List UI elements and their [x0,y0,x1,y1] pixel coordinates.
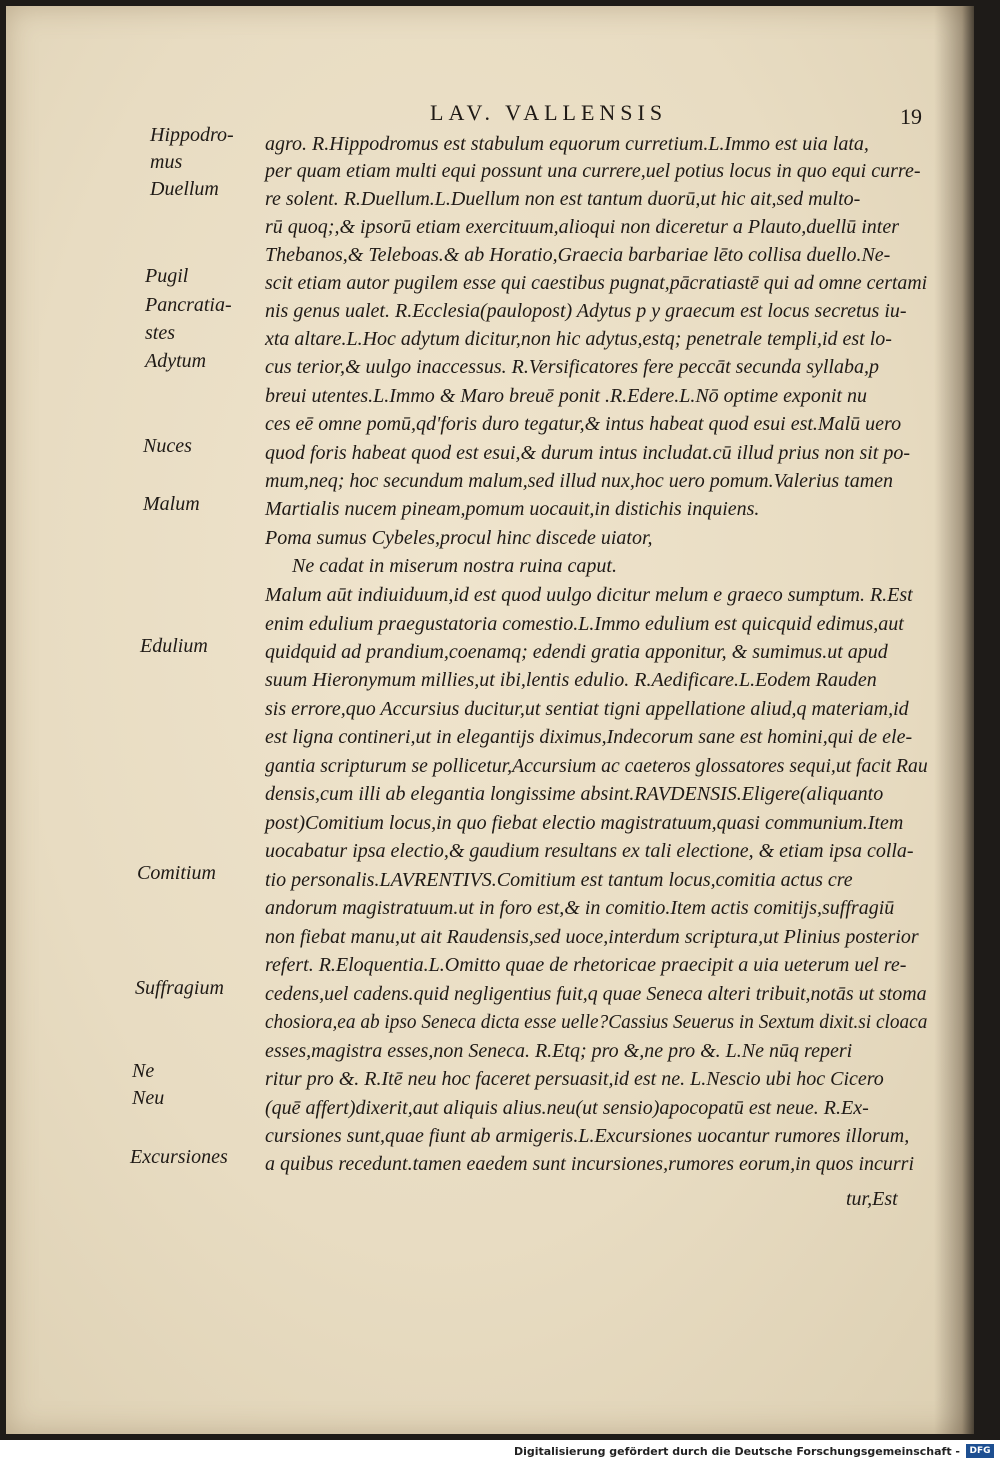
text-line: Thebanos,& Teleboas.& ab Horatio,Graecia barbariae lēto collisa duello.Ne- [265,244,891,266]
marginal-note: mus [150,151,183,173]
text-line: re solent. R.Duellum.L.Duellum non est tantum duorū,ut hic ait,sed multo- [265,188,861,210]
text-line: esses,magistra esses,non Seneca. R.Etq; pro &,ne pro &. L.Ne nūq reperi [265,1040,853,1062]
text-line: Malum aūt indiuiduum,id est quod uulgo dicitur melum e graeco sumptum. R.Est [265,584,913,606]
text-line: rū quoq;,& ipsorū etiam exercituum,alioqui non diceretur a Plauto,duellū inter [265,216,899,238]
marginal-note: Neu [132,1087,165,1109]
text-line: per quam etiam multi equi possunt una currere,uel potius locus in quo equi curre- [265,160,921,182]
text-line: densis,cum illi ab elegantia longissime absint.RAVDENSIS.Eligere(aliquanto [265,783,884,805]
marginal-note: Edulium [140,635,208,657]
marginal-note: Excursiones [130,1146,228,1168]
text-line: quidquid ad prandium,coenamq; edendi gratia apponitur, & sumimus.ut apud [265,641,888,663]
catchword: tur,Est [846,1188,898,1210]
text-line: suum Hieronymum millies,ut ibi,lentis edulio. R.Aedificare.L.Eodem Rauden [265,669,877,691]
text-line: xta altare.L.Hoc adytum dicitur,non hic adytus,estq; penetrale templi,id est lo- [265,328,892,350]
text-line: tio personalis.LAVRENTIVS.Comitium est tantum locus,comitia actus cre [265,869,853,891]
dfg-logo: DFG [966,1444,994,1458]
folio-number: 19 [900,104,922,129]
marginal-note: Hippodro- [150,124,234,146]
text-line: a quibus recedunt.tamen eaedem sunt incursiones,rumores eorum,in quos incurri [265,1153,915,1175]
footer-bar [0,1440,1000,1464]
text-line: uocabatur ipsa electio,& gaudium resultans ex tali electione, & etiam ipsa colla- [265,840,914,862]
marginal-note: Malum [143,493,200,515]
text-line: est ligna contineri,ut in elegantijs diximus,Indecorum sane est homini,qui de ele- [265,726,913,748]
text-line: ces eē omne pomū,qd'foris duro tegatur,& intus habeat quod esui est.Malū uero [265,413,902,435]
marginal-note: Duellum [150,178,219,200]
text-line: breui utentes.L.Immo & Maro breuē ponit .R.Edere.L.Nō optime exponit nu [265,385,867,407]
text-line: cus terior,& uulgo inaccessus. R.Versificatores fere peccāt secunda syllaba,p [265,356,879,378]
text-line: sis errore,quo Accursius ducitur,ut sentiat tigni appellatione aliud,q materiam,id [265,698,909,720]
text-line: chosiora,ea ab ipso Seneca dicta esse uelle?Cassius Seuerus in Sextum dixit.si cloaca [265,1011,928,1033]
text-line: andorum magistratuum.ut in foro est,& in comitio.Item actis comitijs,suffragiū [265,897,895,919]
text-line: ritur pro &. R.Itē neu hoc faceret persuasit,id est ne. L.Nescio ubi hoc Cicero [265,1068,884,1090]
marginal-note: Ne [132,1060,155,1082]
verse-line: Ne cadat in miserum nostra ruina caput. [292,555,617,577]
text-line: cedens,uel cadens.quid negligentius fuit,q quae Seneca alteri tribuit,notās ut stoma [265,983,927,1005]
verse-line: Poma sumus Cybeles,procul hinc discede uiator, [265,527,653,549]
marginal-note: Pugil [145,265,189,287]
text-line: Martialis nucem pineam,pomum uocauit,in distichis inquiens. [265,498,760,520]
page-gutter-shadow [934,6,974,1434]
text-line: quod foris habeat quod est esui,& durum intus includat.cū illud prius non sit po- [265,442,910,464]
text-line: mum,neq; hoc secundum malum,sed illud nux,hoc uero pomum.Valerius tamen [265,470,894,492]
marginal-note: stes [145,322,175,344]
text-line: gantia scripturum se pollicetur,Accursium ac caeteros glossatores sequi,ut facit Rau [265,755,928,777]
running-title: LAV. VALLENSIS [430,100,668,125]
text-line: non fiebat manu,ut ait Raudensis,sed uoce,interdum scriptura,ut Plinius posterior [265,926,919,948]
marginal-note: Adytum [145,350,207,372]
marginal-note: Pancratia- [145,294,232,316]
text-line: scit etiam autor pugilem esse qui caestibus pugnat,pācratiastē qui ad omne certami [265,272,928,294]
funding-note: Digitalisierung gefördert durch die Deutsche Forschungsgemeinschaft - [513,1445,960,1458]
marginal-note: Suffragium [135,977,224,999]
text-line: enim edulium praegustatoria comestio.L.Immo edulium est quicquid edimus,aut [265,613,904,635]
text-line: cursiones sunt,quae fiunt ab armigeris.L.Excursiones uocantur rumores illorum, [265,1125,910,1147]
marginal-note: Nuces [143,435,192,457]
text-line: nis genus ualet. R.Ecclesia(paulopost) Adytus p y graecum est locus secretus iu- [265,300,907,322]
text-line: refert. R.Eloquentia.L.Omitto quae de rhetoricae praecipit a uia ueterum uel re- [265,954,907,976]
text-line: agro. R.Hippodromus est stabulum equorum curretium.L.Immo est uia lata, [265,133,869,155]
text-line: (quē affert)dixerit,aut aliquis alius.neu(ut sensio)apocopatū est neue. R.Ex- [265,1097,869,1119]
text-line: post)Comitium locus,in quo fiebat electio magistratuum,quasi communium.Item [265,812,904,834]
marginal-note: Comitium [137,862,216,884]
